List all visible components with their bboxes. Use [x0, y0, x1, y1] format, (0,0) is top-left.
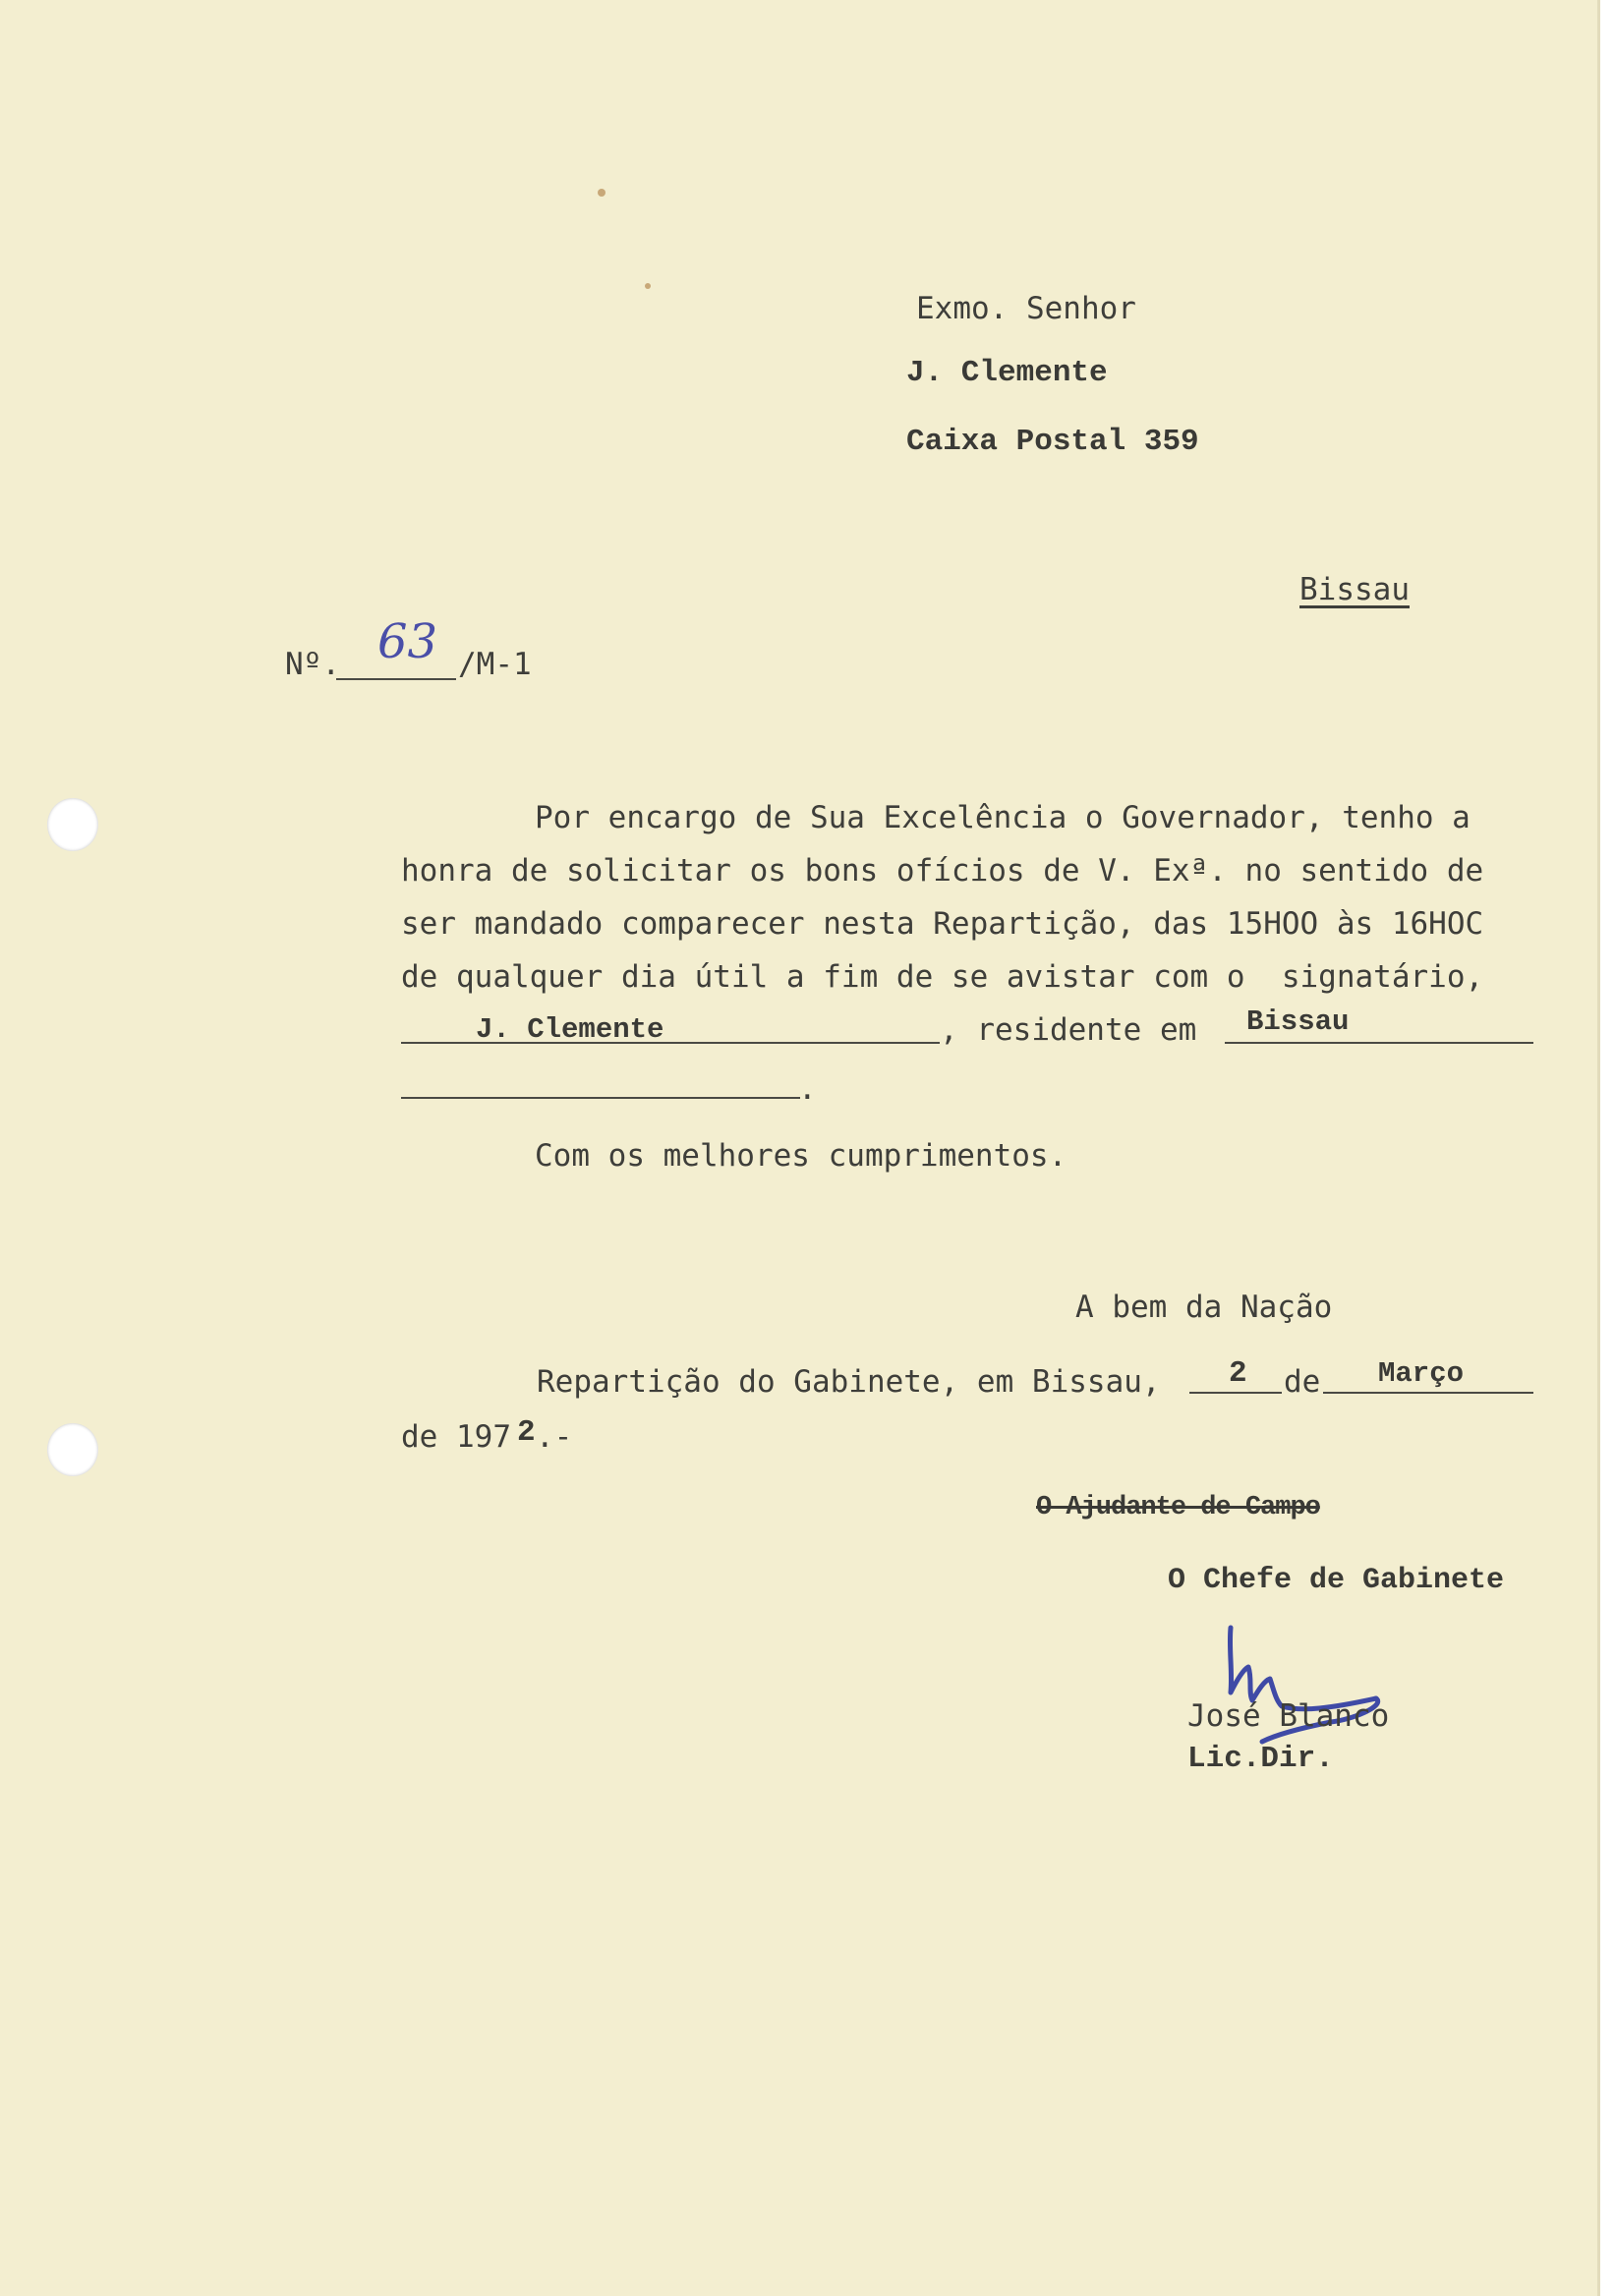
- closing-place-date: Repartição do Gabinete, em Bissau,: [537, 1364, 1161, 1400]
- body-line-2: honra de solicitar os bons ofícios de V. Exª. no sentido de: [401, 853, 1484, 889]
- body-line-3: ser mandado comparecer nesta Repartição, das 15HOO às 16HOC: [401, 906, 1484, 942]
- signatory-credential: Lic.Dir.: [1187, 1742, 1334, 1776]
- punch-hole: [47, 798, 98, 851]
- recipient-name: J. Clemente: [906, 356, 1108, 390]
- body-residence-fill: Bissau: [1246, 1005, 1350, 1038]
- recipient-address: Caixa Postal 359: [906, 425, 1199, 459]
- punch-hole: [47, 1423, 98, 1476]
- residence-fill-line: [1225, 1042, 1533, 1044]
- month-fill-line: [1323, 1392, 1533, 1394]
- body-residence-label: , residente em: [940, 1012, 1197, 1048]
- signature-title: O Chefe de Gabinete: [1168, 1564, 1505, 1597]
- reference-number-line: [336, 678, 456, 680]
- closing-greeting: Com os melhores cumprimentos.: [535, 1138, 1067, 1174]
- reference-number: 63: [377, 614, 438, 669]
- closing-motto: A bem da Nação: [1075, 1290, 1333, 1325]
- body-line-4: de qualquer dia útil a fim de se avistar com o signatário,: [401, 959, 1484, 995]
- page-edge: [1600, 0, 1615, 2296]
- closing-year-digit: 2: [517, 1415, 536, 1450]
- closing-de-label: de: [1284, 1364, 1321, 1400]
- closing-year-prefix: de 197: [401, 1419, 511, 1455]
- closing-month: Março: [1378, 1357, 1465, 1390]
- body-period: .: [798, 1071, 817, 1107]
- body-line-1: Por encargo de Sua Excelência o Governador, tenho a: [535, 800, 1471, 835]
- body-name-fill: J. Clemente: [476, 1013, 664, 1046]
- reference-suffix: /M-1: [458, 647, 532, 682]
- signatory-name: José Blanco: [1187, 1698, 1390, 1734]
- paper-speck: [598, 189, 606, 197]
- struck-title: O Ajudante de Campo: [1036, 1493, 1320, 1522]
- paper-speck: [645, 283, 651, 289]
- day-fill-line: [1189, 1392, 1282, 1394]
- reference-prefix: Nº.: [285, 647, 340, 682]
- recipient-salutation: Exmo. Senhor: [916, 291, 1136, 326]
- closing-day: 2: [1229, 1356, 1247, 1391]
- closing-year-end: .-: [536, 1419, 573, 1455]
- recipient-city: Bissau: [1299, 572, 1410, 607]
- continuation-line: [401, 1097, 800, 1099]
- handwritten-signature: [1183, 1610, 1400, 1757]
